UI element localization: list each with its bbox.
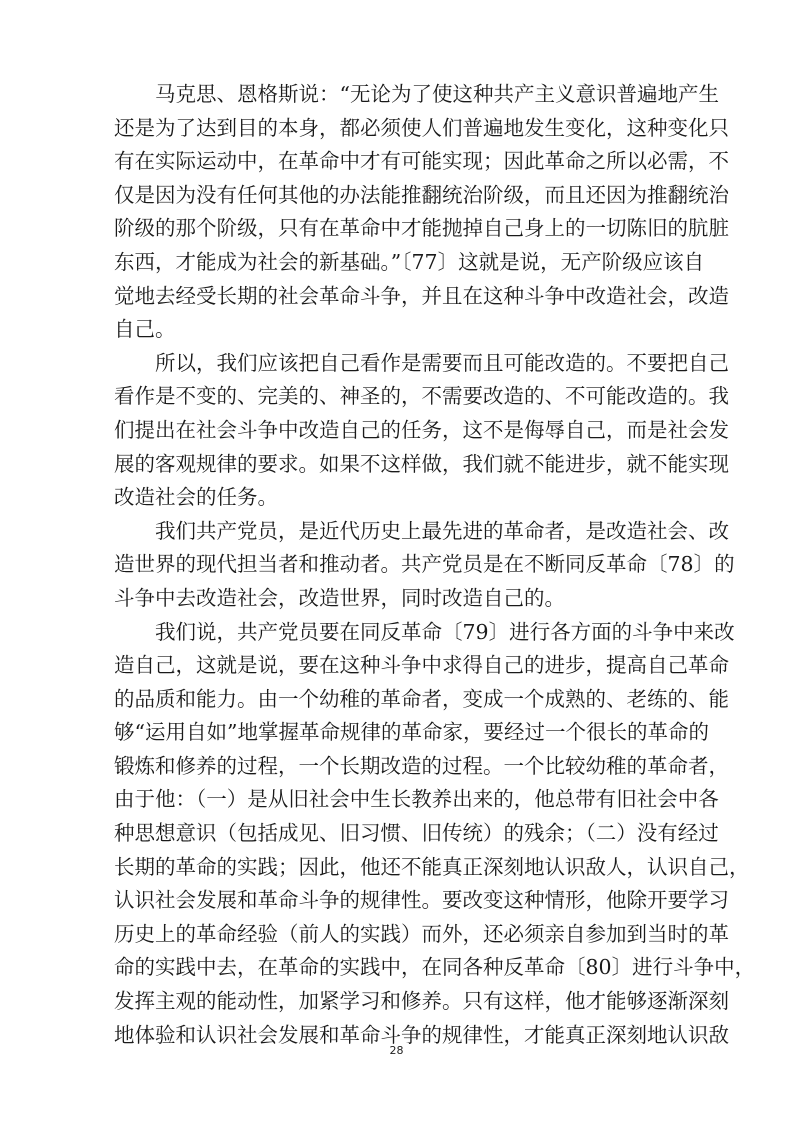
text-line: 自己。 xyxy=(114,317,176,342)
text-line: 展的客观规律的要求。如果不这样做，我们就不能进步，就不能实现 xyxy=(114,451,729,476)
paragraph xyxy=(114,347,729,515)
text-line: 发挥主观的能动性，加紧学习和修养。只有这样，他才能够逐渐深刻 xyxy=(114,989,729,1014)
text-line: 我们共产党员，是近代历史上最先进的革命者，是改造社会、改 xyxy=(155,518,729,543)
paragraph xyxy=(114,515,735,616)
text-line: 种思想意识（包括成见、旧习惯、旧传统）的残余；（二）没有经过 xyxy=(114,821,719,846)
text-line: 仅是因为没有任何其他的办法能推翻统治阶级，而且还因为推翻统治 xyxy=(114,182,729,207)
text-line: 认识社会发展和革命斗争的规律性。要改变这种情形，他除开要学习 xyxy=(114,888,729,913)
text-line: 阶级的那个阶级，只有在革命中才能抛掉自己身上的一切陈旧的肮脏 xyxy=(114,216,729,241)
text-line: 历史上的革命经验（前人的实践）而外，还必须亲自参加到当时的革 xyxy=(114,921,729,946)
text-line: 造世界的现代担当者和推动者。共产党员是在不断同反革命〔78〕的 xyxy=(114,552,735,577)
body-text xyxy=(114,78,756,1052)
text-line: 锻炼和修养的过程，一个长期改造的过程。一个比较幼稚的革命者， xyxy=(114,753,729,778)
text-line: 长期的革命的实践；因此，他还不能真正深刻地认识敌人，认识自己， xyxy=(114,854,750,879)
text-line: 斗争中去改造社会，改造世界，同时改造自己的。 xyxy=(114,585,565,610)
text-line: 马克思、恩格斯说：“无论为了使这种共产主义意识普遍地产生 xyxy=(155,82,719,106)
paragraph xyxy=(114,616,756,1053)
text-line: 改造社会的任务。 xyxy=(114,485,278,510)
page-number: 28 xyxy=(389,1044,404,1057)
text-line: 造自己，这就是说，要在这种斗争中求得自己的进步，提高自己革命 xyxy=(114,653,729,678)
text-line: 命的实践中去，在革命的实践中，在同各种反革命〔80〕进行斗争中， xyxy=(114,955,756,980)
text-line: 地体验和认识社会发展和革命斗争的规律性，才能真正深刻地认识敌 xyxy=(114,1022,729,1047)
text-line: 的品质和能力。由一个幼稚的革命者，变成一个成熟的、老练的、能 xyxy=(114,686,729,711)
paragraph xyxy=(114,78,729,347)
text-line: 觉地去经受长期的社会革命斗争，并且在这种斗争中改造社会，改造 xyxy=(114,283,729,308)
text-line: 有在实际运动中，在革命中才有可能实现；因此革命之所以必需，不 xyxy=(114,149,729,174)
text-line: 们提出在社会斗争中改造自己的任务，这不是侮辱自己，而是社会发 xyxy=(114,417,729,442)
text-line: 我们说，共产党员要在同反革命〔79〕进行各方面的斗争中来改 xyxy=(155,619,735,644)
text-line: 够“运用自如”地掌握革命规律的革命家，要经过一个很长的革命的 xyxy=(114,720,709,745)
text-line: 还是为了达到目的本身，都必须使人们普遍地发生变化，这种变化只 xyxy=(114,115,729,140)
text-line: 看作是不变的、完美的、神圣的，不需要改造的、不可能改造的。我 xyxy=(114,384,729,409)
text-line: 所以，我们应该把自己看作是需要而且可能改造的。不要把自己 xyxy=(155,350,729,375)
text-line: 东西，才能成为社会的新基础。”〔77〕这就是说，无产阶级应该自 xyxy=(114,249,705,274)
text-line: 由于他：（一）是从旧社会中生长教养出来的，他总带有旧社会中各 xyxy=(114,787,719,812)
